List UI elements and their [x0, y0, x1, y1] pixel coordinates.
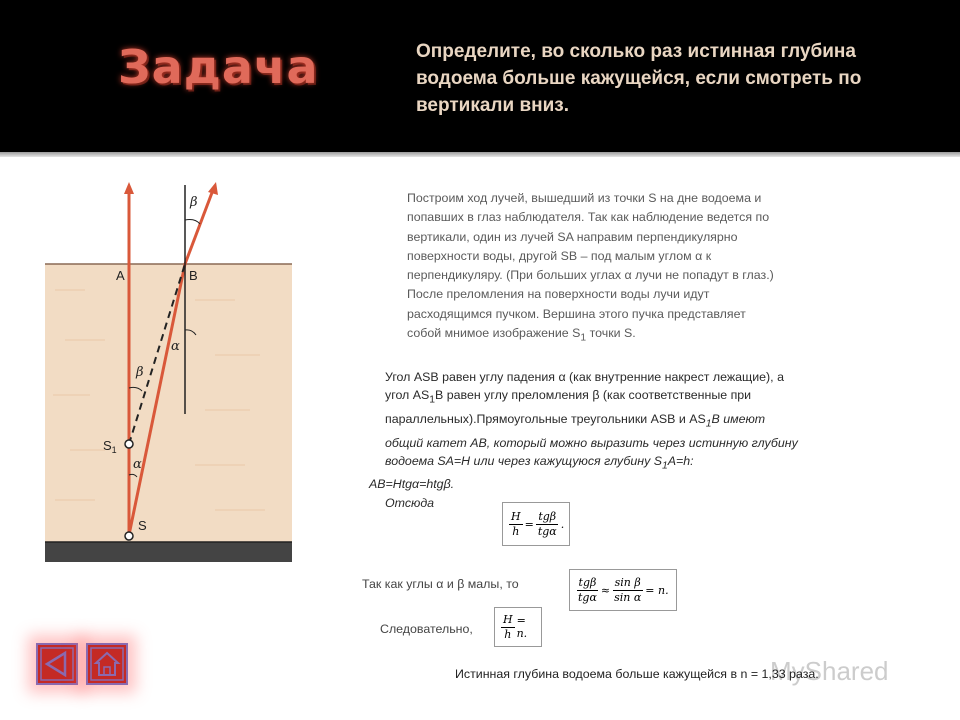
label-S: S: [138, 518, 147, 533]
explanation-paragraph-2: Угол ASB равен углу падения α (как внутренние накрест лежащие), а угол $AS_1B$ равен углу преломления β (как соответственные при параллельных).Прямоугольные треугольники ASB и $AS_1B$ имеют общий катет AB, который можно выразить через истинную глубину водоема SA=H или через кажущуюся глубину $S_1A=h$: AB=Htgα=htgβ. Отсюда: [369, 368, 799, 512]
triangle-left-icon: [38, 645, 76, 683]
label-alpha-bottom: α: [133, 457, 142, 472]
formula-result: $\frac{H}{h}$ = n.: [494, 607, 542, 647]
refraction-diagram: [45, 180, 292, 562]
point-S: [125, 532, 133, 540]
header-divider: [0, 152, 960, 157]
back-button[interactable]: [36, 643, 78, 685]
label-A: A: [116, 268, 125, 283]
vertical-ray-arrow: [124, 182, 134, 194]
therefore-label: Следовательно,: [380, 622, 473, 636]
problem-statement: Определите, во сколько раз истинная глубина водоема больше кажущейся, если смотреть по вертикали вниз.: [416, 41, 862, 116]
home-icon: [88, 645, 126, 683]
relation-ab: AB=Htgα=htgβ.: [369, 477, 455, 492]
slide-title: Задача: [118, 40, 319, 94]
point-S1: [125, 440, 133, 448]
explanation-paragraph-1: Построим ход лучей, вышедший из точки S на дне водоема и попавших в глаз наблюдателя. Так как наблюдение ведется по вертикали, один из лучей SA направим перпендикулярно поверхности воды, другой SB – под малым углом α к перпендикуляру. (При больших углах α лучи не попадут в глаз.) После преломления на поверхности воды лучи идут расходящимся пучком. Вершина этого пучка представляет собой мнимое изображение $S_1$ точки S.: [407, 191, 774, 344]
label-S1: $S_1$: [103, 438, 117, 455]
conclusion-text: Истинная глубина водоема больше кажущейся в n = 1,33 раза.: [455, 667, 819, 681]
label-alpha-right: α: [171, 339, 180, 354]
hence-label: Отсюда: [385, 495, 435, 510]
small-angles-label: Так как углы α и β малы, то: [362, 577, 519, 591]
formula-ratio: $\frac{H}{h}$ = $\frac{\text{tgβ}}{\text{tgα}}$ .: [502, 502, 570, 546]
label-B: B: [189, 268, 198, 283]
formula-approx: $\frac{\text{tgβ}}{\text{tgα}}$ ≈ $\frac{\text{sin β}}{\text{sin α}}$ = n.: [569, 569, 677, 611]
home-button[interactable]: [86, 643, 128, 685]
watermark: MyShared: [770, 656, 889, 686]
refracted-ray-arrow: [208, 182, 218, 195]
label-beta-mid: β: [136, 365, 144, 380]
pond-bottom: [45, 542, 292, 562]
label-beta-top: β: [190, 195, 198, 210]
